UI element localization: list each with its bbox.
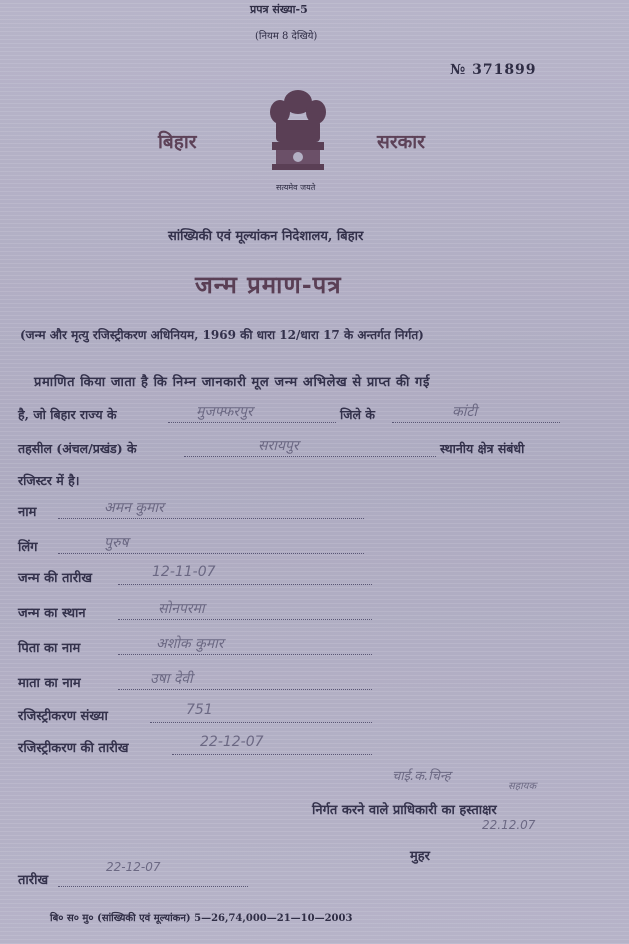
field-value: 22-12-07 — [200, 734, 264, 750]
block-value: कांटी — [452, 404, 478, 420]
field-label: रजिस्ट्रीकरण की तारीख — [18, 741, 129, 756]
field-dotted-line — [172, 754, 372, 755]
field-value: अशोक कुमार — [156, 636, 224, 652]
field-dotted-line — [118, 584, 372, 585]
certification-line-3b: स्थानीय क्षेत्र संबंधी — [440, 441, 525, 456]
field-dotted-line — [118, 619, 372, 620]
field-dotted-line — [58, 553, 364, 554]
field-dotted-line — [118, 654, 372, 655]
field-label: जन्म की तारीख — [18, 571, 93, 586]
field-label: नाम — [18, 505, 37, 520]
field-label: पिता का नाम — [18, 641, 81, 656]
field-label: रजिस्ट्रीकरण संख्या — [18, 709, 108, 724]
field-dotted-line — [118, 689, 372, 690]
field-value: सोनपरमा — [158, 601, 205, 617]
certification-line-2a: है, जो बिहार राज्य के — [18, 407, 117, 422]
field-value: अमन कुमार — [104, 500, 164, 516]
serial-number — [450, 62, 537, 78]
date-label: तारीख — [18, 873, 49, 888]
field-value: उषा देवी — [150, 671, 193, 687]
signature-subtext: सहायक — [508, 781, 537, 792]
department-name: सांख्यिकी एवं मूल्यांकन निदेशालय, बिहार — [168, 229, 364, 244]
signature-label: निर्गत करने वाले प्राधिकारी का हस्ताक्षर — [312, 803, 497, 818]
local-area-value: सरायपुर — [258, 438, 299, 454]
footer-print-line: बि० स० मु० (सांख्यिकी एवं मूल्यांकन) 5—26,74,000—21—10—2003 — [50, 913, 353, 924]
national-emblem-icon — [262, 84, 334, 194]
field-dotted-line — [58, 518, 364, 519]
date-dotted-line — [58, 886, 248, 887]
field-value: 12-11-07 — [152, 564, 216, 580]
seal-label: मुहर — [410, 849, 430, 864]
field-dotted-line — [150, 722, 372, 723]
emblem-motto: सत्यमेव जयते — [276, 183, 316, 192]
certification-line-2b: जिले के — [340, 407, 375, 422]
signature-scribble: चाई.क.चिन्ह — [392, 769, 451, 784]
field-value: पुरुष — [104, 535, 129, 551]
local-area-dotted-line — [184, 456, 436, 457]
field-label: जन्म का स्थान — [18, 606, 86, 621]
form-number: प्रपत्र संख्या-5 — [250, 3, 308, 16]
certification-line-3a: तहसील (अंचल/प्रखंड) के — [18, 441, 137, 456]
certificate-title: जन्म प्रमाण-पत्र — [195, 270, 342, 299]
field-label: लिंग — [18, 540, 38, 555]
field-label: माता का नाम — [18, 676, 81, 691]
act-reference: (जन्म और मृत्यु रजिस्ट्रीकरण अधिनियम, 1969 की धारा 12/धारा 17 के अन्तर्गत निर्गत) — [20, 328, 424, 342]
certification-line-1: प्रमाणित किया जाता है कि निम्न जानकारी मूल जन्म अभिलेख से प्राप्त की गई — [34, 375, 430, 390]
block-dotted-line — [392, 422, 560, 423]
signature-date: 22.12.07 — [482, 818, 536, 832]
state-name-right: सरकार — [377, 131, 425, 153]
state-name-left: बिहार — [158, 131, 197, 153]
rule-reference: (नियम 8 देखिये) — [255, 31, 318, 42]
date-value: 22-12-07 — [106, 860, 161, 874]
serial-prefix: № — [450, 62, 467, 78]
field-value: 751 — [186, 702, 213, 718]
district-dotted-line — [168, 422, 336, 423]
district-value: मुजफ्फरपुर — [196, 404, 253, 420]
certification-line-4: रजिस्टर में है। — [18, 473, 80, 488]
serial-value: 371899 — [472, 62, 537, 78]
